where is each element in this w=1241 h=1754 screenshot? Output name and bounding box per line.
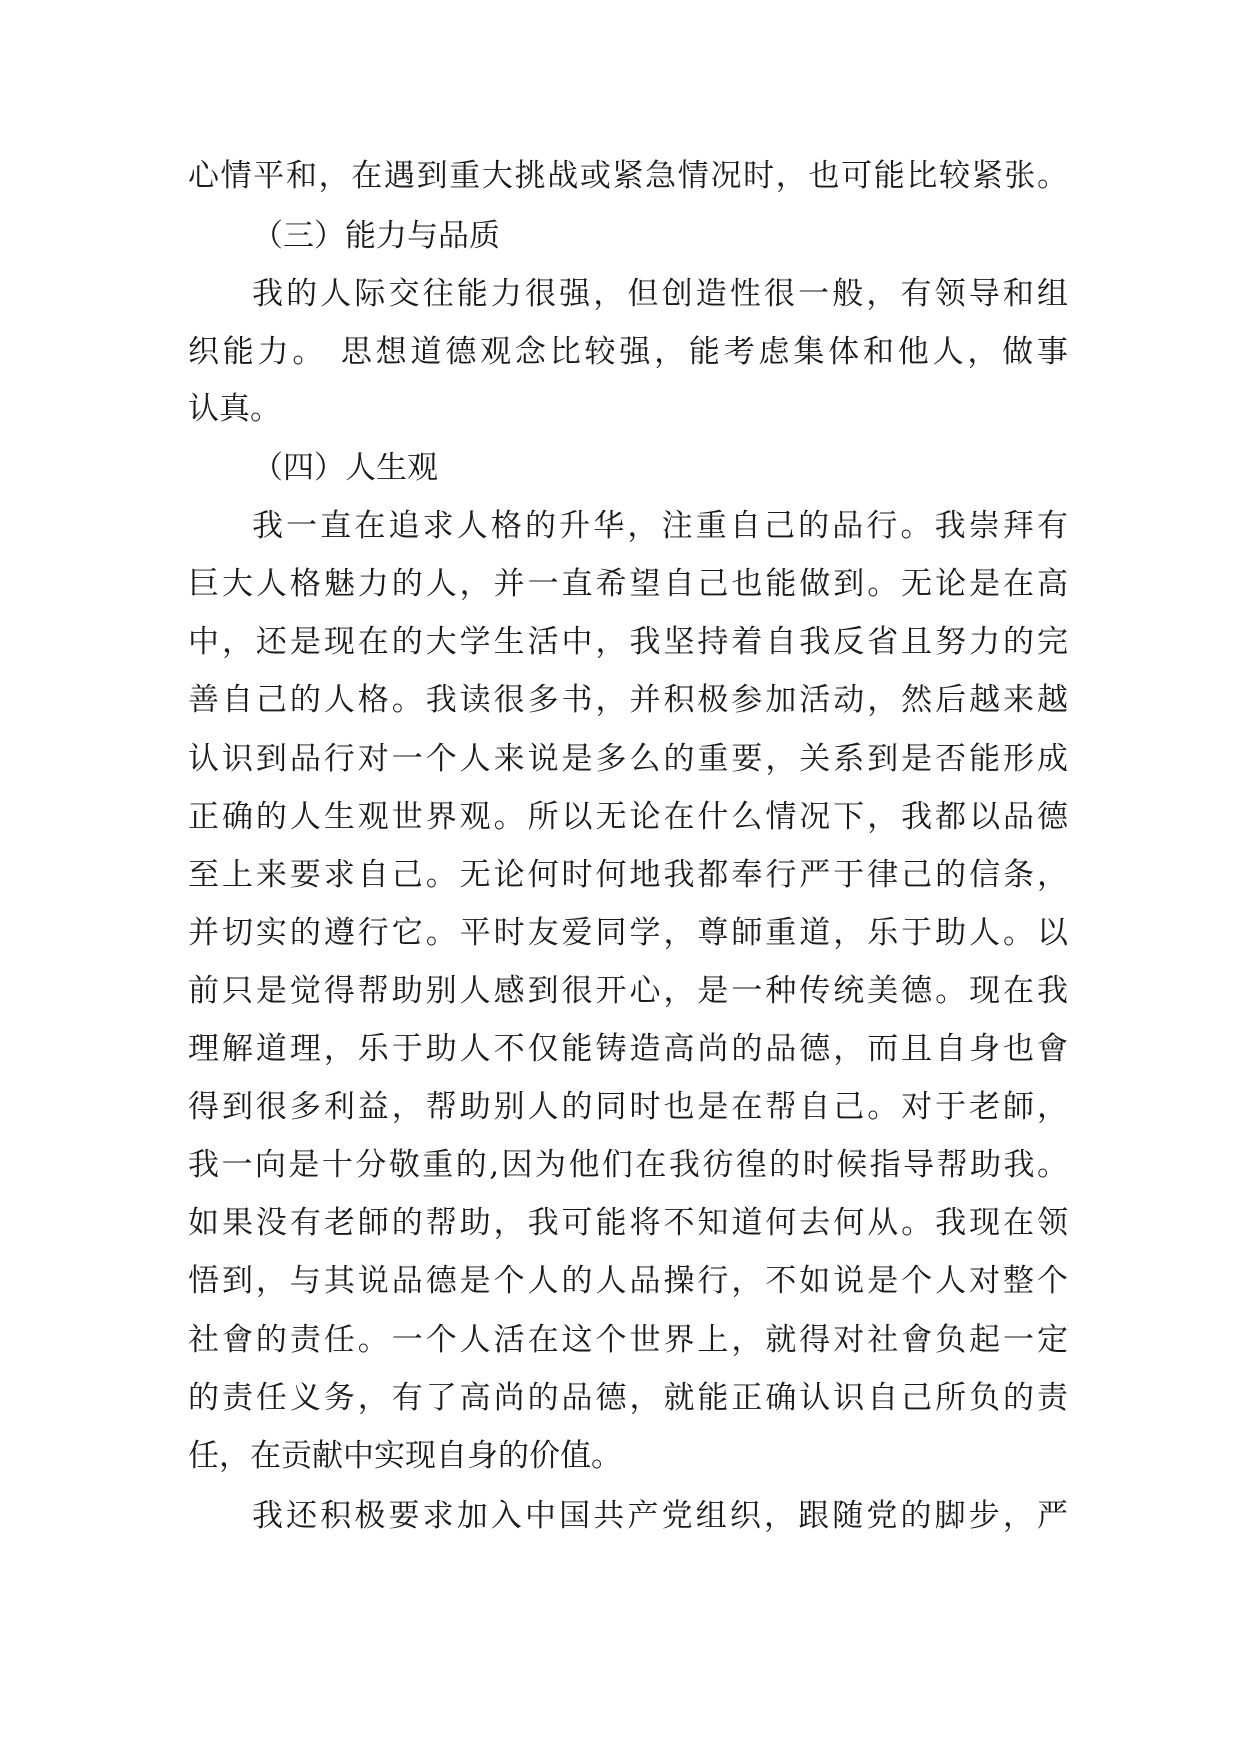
text-line-7: 我一直在追求人格的升华，注重自己的品行。我崇拜有 (252, 508, 1068, 544)
text-line-5: 认真。 (188, 391, 281, 427)
text-line-8: 巨大人格魅力的人，并一直希望自己也能做到。无论是在高 (188, 566, 1068, 602)
text-line-9: 中，还是现在的大学生活中，我坚持着自我反省且努力的完 (188, 624, 1068, 660)
text-line-24: 我还积极要求加入中国共产党组织，跟随党的脚步，严 (252, 1498, 1068, 1534)
text-line-12: 正确的人生观世界观。所以无论在什么情况下，我都以品德 (188, 799, 1068, 835)
text-line-18: 我一向是十分敬重的,因为他们在我彷徨的时候指导帮助我。 (188, 1147, 1068, 1183)
text-line-16: 理解道理，乐于助人不仅能铸造高尚的品德，而且自身也會 (188, 1031, 1068, 1067)
text-line-19: 如果没有老師的帮助，我可能将不知道何去何从。我现在领 (188, 1205, 1068, 1241)
text-line-11: 认识到品行对一个人来说是多么的重要，关系到是否能形成 (188, 741, 1068, 777)
text-line-22: 的责任义务，有了高尚的品德，就能正确认识自己所负的责 (188, 1380, 1068, 1416)
text-line-4: 织能力。 思想道德观念比较强，能考虑集体和他人，做事 (188, 334, 1068, 370)
text-line-21: 社會的责任。一个人活在这个世界上，就得对社會负起一定 (188, 1322, 1068, 1358)
text-line-15: 前只是觉得帮助别人感到很开心，是一种传统美德。现在我 (188, 973, 1068, 1009)
text-line-1: 心情平和，在遇到重大挑战或紧急情况时，也可能比较紧张。 (188, 158, 1068, 194)
text-line-20: 悟到，与其说品德是个人的人品操行，不如说是个人对整个 (188, 1263, 1068, 1299)
text-line-13: 至上来要求自己。无论何时何地我都奉行严于律己的信条， (188, 857, 1068, 893)
section-heading-3: （三）能力与品质 (252, 218, 500, 254)
text-line-17: 得到很多利益，帮助别人的同时也是在帮自己。对于老師， (188, 1089, 1068, 1125)
text-line-23: 任，在贡献中实现自身的价值。 (188, 1438, 622, 1474)
text-line-3: 我的人际交往能力很强，但创造性很一般，有领导和组 (252, 276, 1068, 312)
section-heading-4: （四）人生观 (252, 450, 438, 486)
text-line-14: 并切实的遵行它。平时友爱同学，尊師重道，乐于助人。以 (188, 915, 1068, 951)
text-line-10: 善自己的人格。我读很多书，并积极参加活动，然后越来越 (188, 682, 1068, 718)
